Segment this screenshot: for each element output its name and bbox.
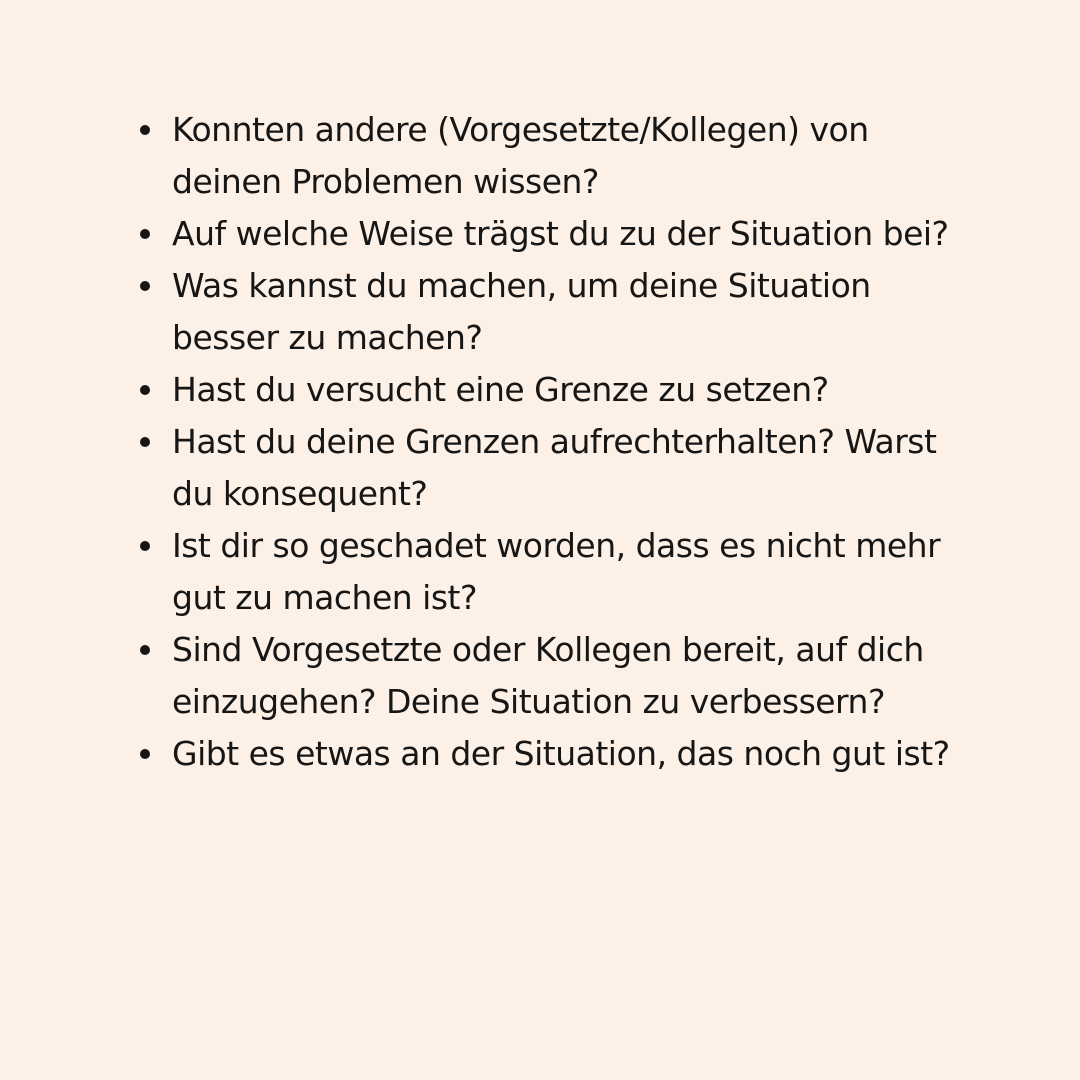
question-text: Ist dir so geschadet worden, dass es nicht mehr gut zu machen ist?: [172, 526, 941, 617]
bullet-icon: [140, 749, 150, 759]
list-item: [172, 104, 952, 208]
bullet-icon: [140, 281, 150, 291]
question-text: Konnten andere (Vorgesetzte/Kollegen) von deinen Problemen wissen?: [172, 110, 869, 201]
list-item: [172, 416, 952, 520]
list-item: [172, 208, 952, 260]
question-text: Auf welche Weise trägst du zu der Situation bei?: [172, 214, 949, 253]
bullet-icon: [140, 229, 150, 239]
list-item: [172, 624, 952, 728]
question-text: Gibt es etwas an der Situation, das noch gut ist?: [172, 734, 950, 773]
bullet-icon: [140, 385, 150, 395]
bullet-icon: [140, 541, 150, 551]
bullet-icon: [140, 437, 150, 447]
question-list: [172, 104, 952, 780]
question-text: Hast du deine Grenzen aufrechterhalten? Warst du konsequent?: [172, 422, 937, 513]
question-text: Was kannst du machen, um deine Situation besser zu machen?: [172, 266, 871, 357]
bullet-icon: [140, 645, 150, 655]
list-item: [172, 728, 952, 780]
question-text: Hast du versucht eine Grenze zu setzen?: [172, 370, 829, 409]
list-item: [172, 260, 952, 364]
question-text: Sind Vorgesetzte oder Kollegen bereit, auf dich einzugehen? Deine Situation zu verbessern?: [172, 630, 924, 721]
bullet-icon: [140, 125, 150, 135]
list-item: [172, 364, 952, 416]
list-item: [172, 520, 952, 624]
